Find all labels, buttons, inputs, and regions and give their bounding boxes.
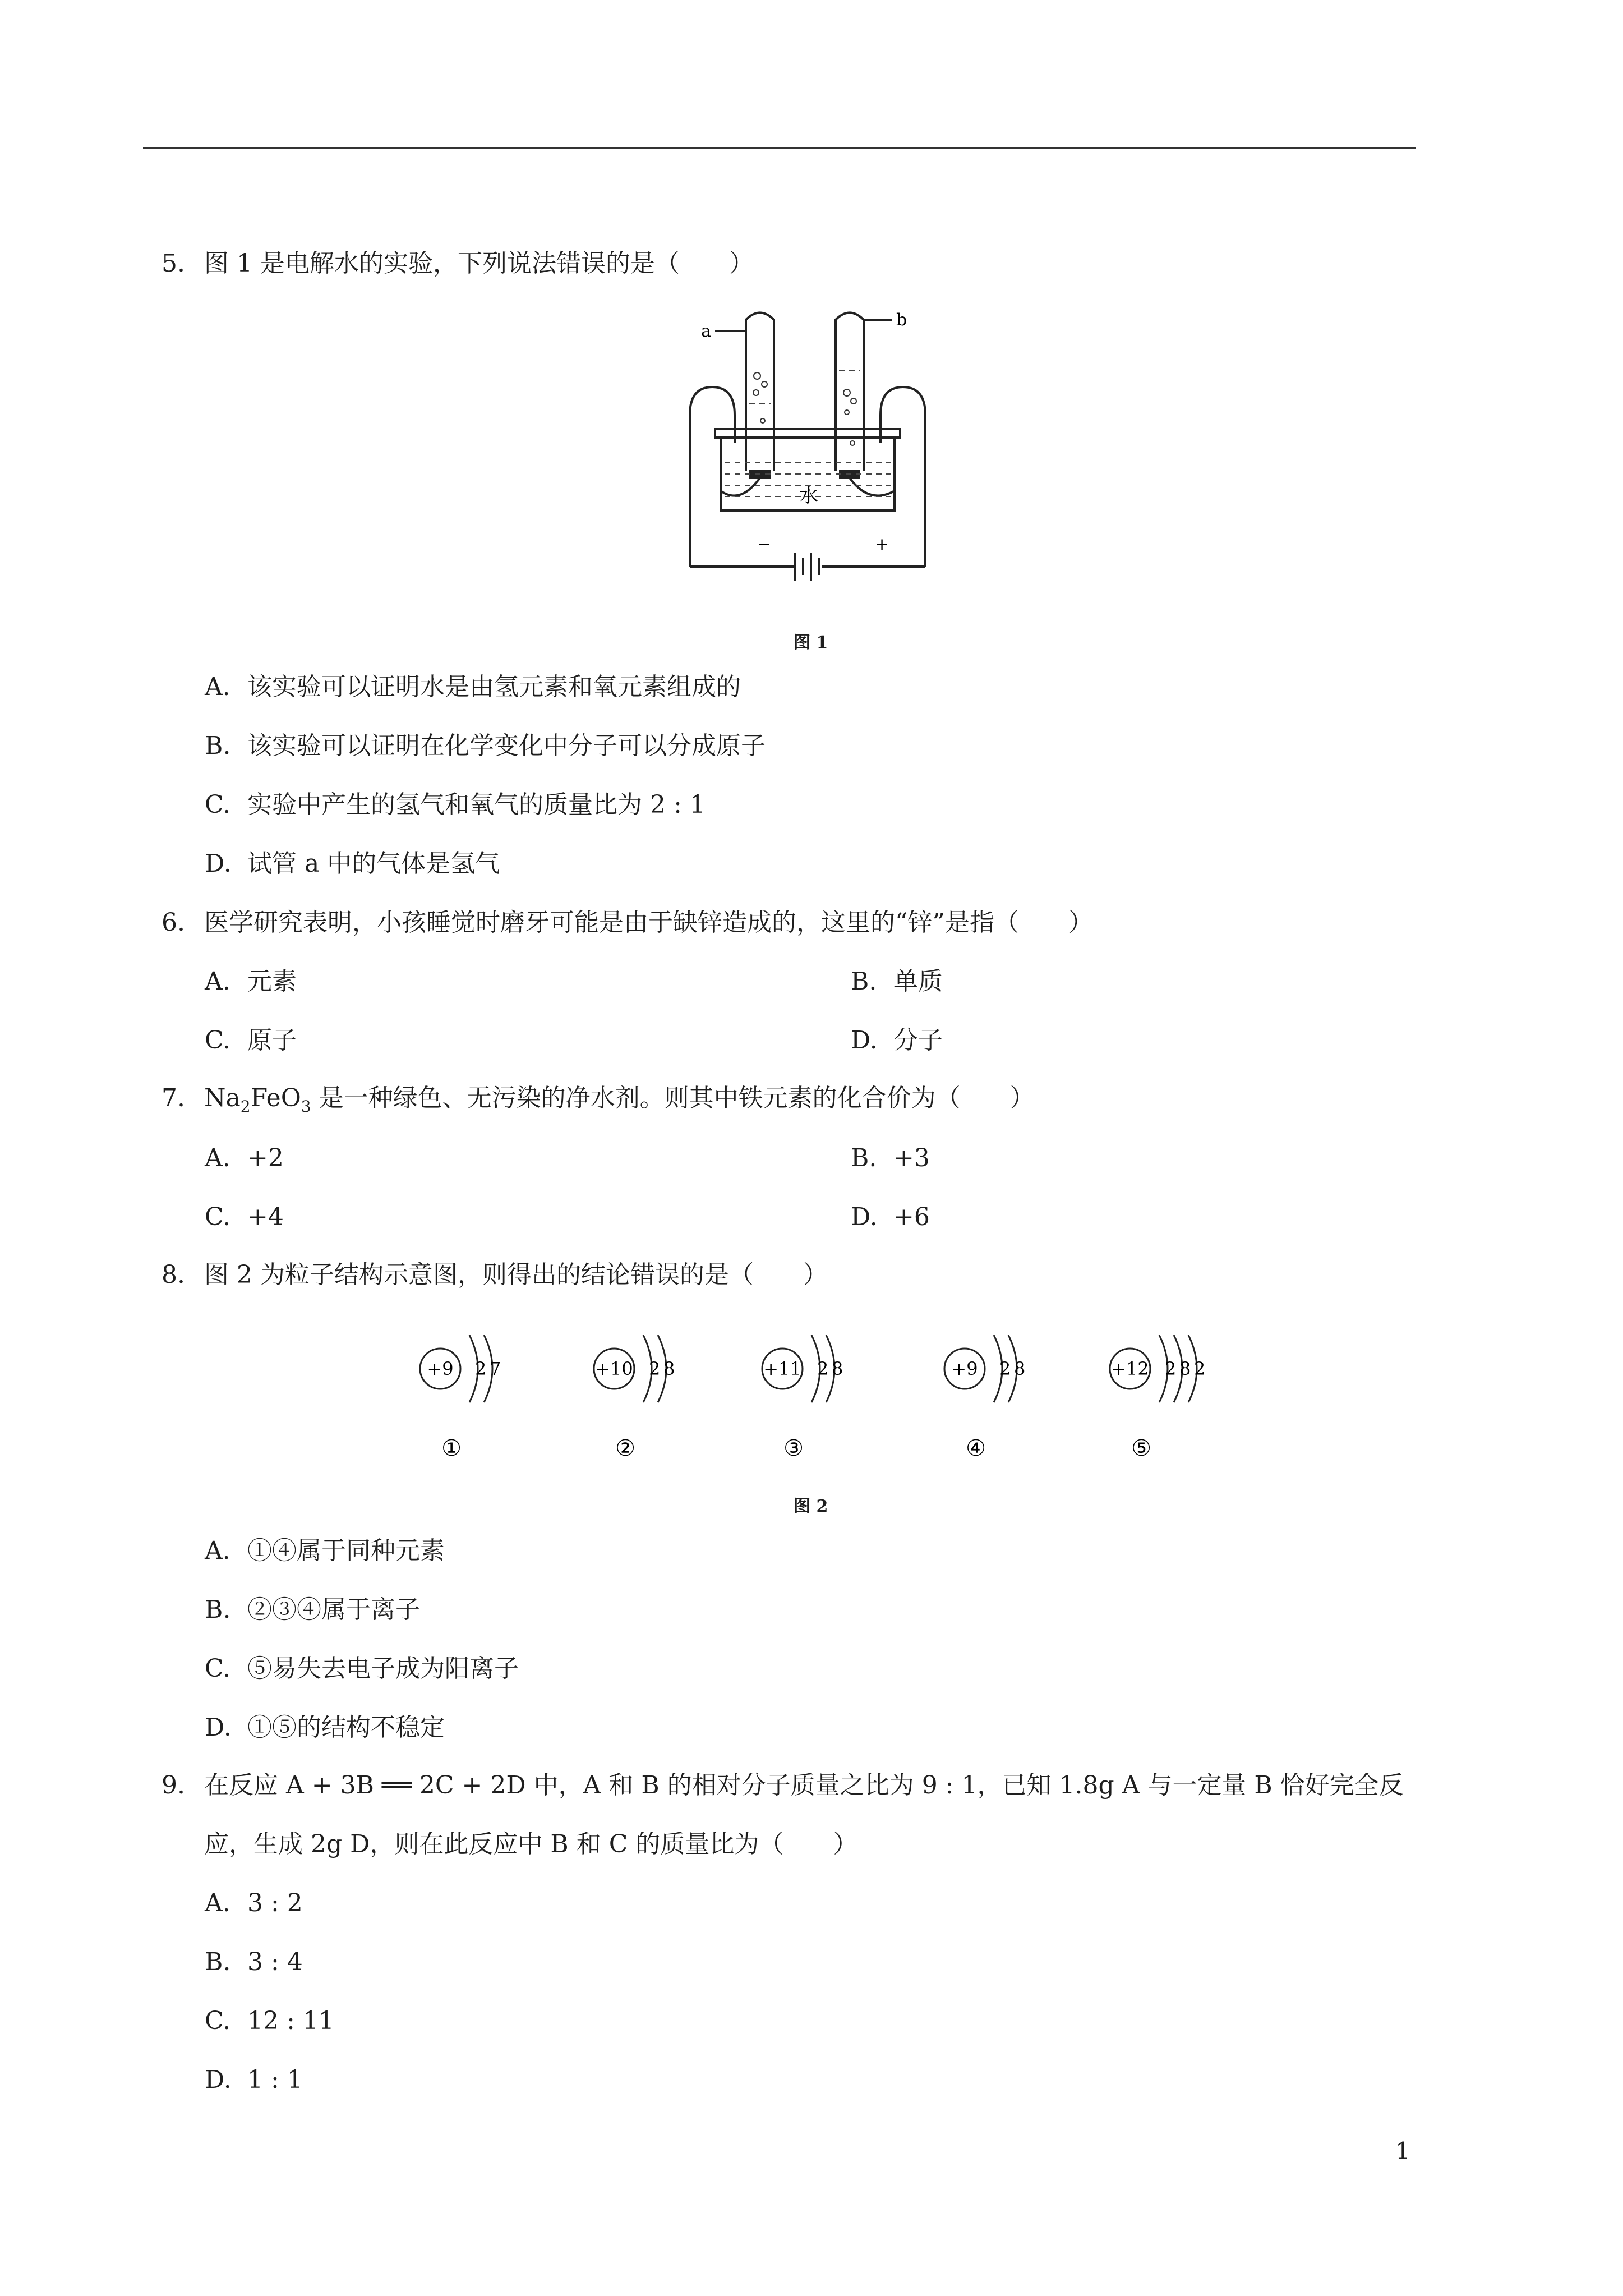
q8-option-a: A. ①④属于同种元素: [205, 1536, 445, 1565]
shell-electron-count: 2: [1165, 1358, 1177, 1379]
particle-diagram: [944, 1335, 1025, 1461]
nucleus-charge: +10: [595, 1358, 633, 1379]
question-5-stem: 5. 图 1 是电解水的实验，下列说法错误的是（ ）: [162, 249, 754, 278]
electrolysis-figure: [673, 303, 942, 595]
q7-option-b: B. +3: [851, 1144, 930, 1172]
particle-label: ①: [441, 1435, 462, 1461]
question-8-stem: 8. 图 2 为粒子结构示意图，则得出的结论错误的是（ ）: [162, 1260, 828, 1289]
q7-option-a: A. +2: [205, 1144, 284, 1172]
q5-option-b: B. 该实验可以证明在化学变化中分子可以分成原子: [205, 731, 766, 760]
particle-label: ②: [615, 1435, 635, 1461]
q8-option-c: C. ⑤易失去电子成为阳离子: [205, 1654, 519, 1683]
q6-option-d: D. 分子: [851, 1026, 943, 1055]
q5-option-c: C. 实验中产生的氢气和氧气的质量比为 2 : 1: [205, 790, 706, 819]
nucleus-charge: +9: [951, 1358, 978, 1379]
question-9-stem-line2: 应，生成 2g D，则在此反应中 B 和 C 的质量比为（ ）: [204, 1830, 858, 1858]
shell-electron-count: 8: [832, 1358, 843, 1379]
q5-option-d: D. 试管 a 中的气体是氢气: [205, 849, 500, 878]
nucleus-charge: +12: [1111, 1358, 1149, 1379]
particle-diagram: [762, 1335, 843, 1461]
particle-label: ④: [966, 1435, 986, 1461]
q8-option-d: D. ①⑤的结构不稳定: [205, 1713, 445, 1742]
particle-diagram: [594, 1335, 675, 1461]
shell-electron-count: 2: [999, 1358, 1011, 1379]
q6-option-a: A. 元素: [205, 967, 297, 996]
particle-diagram: [1110, 1335, 1205, 1461]
page-number: 1: [1395, 2137, 1410, 2165]
shell-electron-count: 8: [1014, 1358, 1026, 1379]
particle-label: ⑤: [1131, 1435, 1151, 1461]
q9-option-b: B. 3 : 4: [205, 1948, 303, 1976]
positive-label: +: [875, 535, 889, 554]
q8-option-b: B. ②③④属于离子: [205, 1595, 420, 1624]
header-rule: [143, 147, 1416, 149]
shell-electron-count: 2: [1194, 1358, 1206, 1379]
question-6-stem: 6. 医学研究表明，小孩睡觉时磨牙可能是由于缺锌造成的，这里的“锌”是指（ ）: [162, 908, 1093, 937]
particle-diagram: [420, 1335, 501, 1461]
shell-electron-count: 7: [490, 1358, 501, 1379]
nucleus-charge: +9: [427, 1358, 454, 1379]
question-7-stem: 7. $Na_2FeO_3$ 是一种绿色、无污染的净水剂。则其中铁元素的化合价为（ ）: [162, 1084, 1035, 1116]
tube-a-label: a: [701, 321, 711, 341]
shell-electron-count: 8: [663, 1358, 675, 1379]
q9-option-a: A. 3 : 2: [205, 1889, 303, 1917]
tube-b-label: b: [896, 310, 907, 330]
shell-electron-count: 2: [475, 1358, 487, 1379]
q7-option-d: D. +6: [851, 1203, 930, 1231]
shell-electron-count: 2: [649, 1358, 661, 1379]
q6-option-b: B. 单质: [851, 967, 943, 996]
question-9-stem-line1: 9. 在反应 A + 3B ══ 2C + 2D 中，A 和 B 的相对分子质量之比为 9 : 1，已知 1.8g A 与一定量 B 恰好完全反: [162, 1771, 1404, 1800]
shell-electron-count: 2: [817, 1358, 829, 1379]
q7-option-c: C. +4: [205, 1203, 284, 1231]
q9-option-d: D. 1 : 1: [205, 2065, 303, 2094]
particle-label: ③: [783, 1435, 804, 1461]
q9-option-c: C. 12 : 11: [205, 2007, 334, 2035]
figure-2-caption: 图 2: [794, 1497, 828, 1516]
nucleus-charge: +11: [763, 1358, 801, 1379]
negative-label: −: [757, 535, 772, 554]
figure-1-caption: 图 1: [794, 633, 828, 652]
q5-option-a: A. 该实验可以证明水是由氢元素和氧元素组成的: [205, 673, 741, 701]
q6-option-c: C. 原子: [205, 1026, 297, 1055]
water-label: 水: [799, 485, 818, 507]
particle-structure-figure: [393, 1307, 1234, 1475]
shell-electron-count: 8: [1179, 1358, 1191, 1379]
